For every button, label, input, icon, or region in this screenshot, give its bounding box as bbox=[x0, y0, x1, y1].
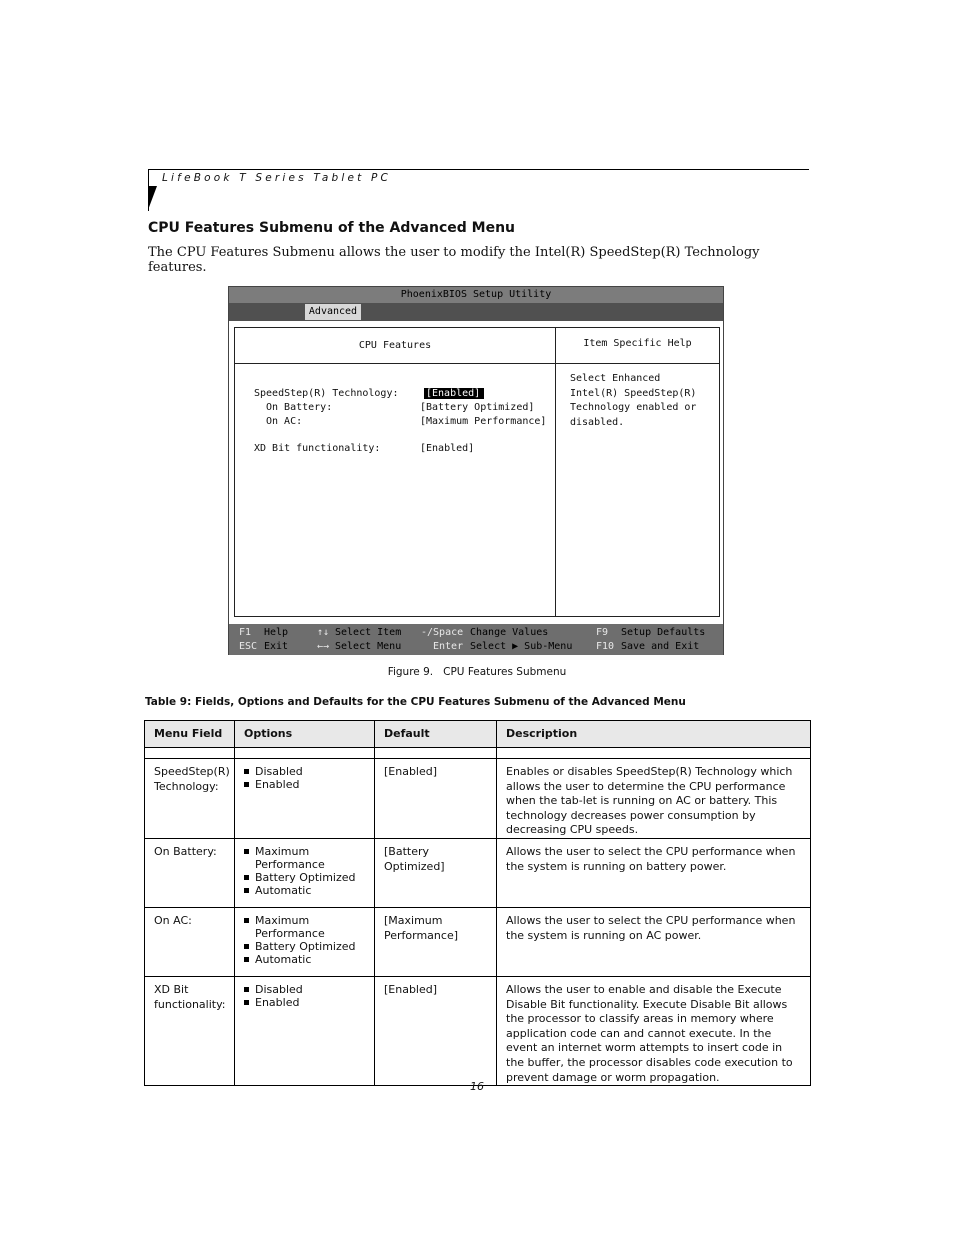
table-header-row bbox=[145, 721, 811, 748]
key-space-label: Change Values bbox=[470, 627, 549, 638]
page-number: 16 bbox=[470, 1080, 484, 1093]
bios-screenshot bbox=[228, 286, 724, 655]
bios-title-bar: PhoenixBIOS Setup Utility bbox=[229, 287, 723, 303]
bios-field-value-on-battery[interactable]: [Battery Optimized] bbox=[420, 402, 535, 413]
bios-field-label-xd-bit: XD Bit functionality: bbox=[254, 443, 381, 454]
option-item: Maximum Performance bbox=[244, 914, 335, 940]
cell-options bbox=[235, 976, 375, 1085]
option-item: Automatic bbox=[244, 884, 365, 897]
bios-field-value-speedstep[interactable]: [Enabled] bbox=[424, 388, 484, 399]
key-f9-label: Setup Defaults bbox=[621, 627, 706, 638]
option-item: Maximum Performance bbox=[244, 845, 335, 871]
key-esc: ESC bbox=[239, 641, 258, 652]
key-f1: F1 bbox=[239, 627, 252, 638]
table-row bbox=[145, 759, 811, 839]
cell-default: [Enabled] bbox=[375, 759, 497, 839]
bios-field-label-speedstep: SpeedStep(R) Technology: bbox=[254, 388, 399, 399]
bios-help-text: Select Enhanced Intel(R) SpeedStep(R) Technology enabled or disabled. bbox=[570, 373, 697, 428]
bios-field-value-xd-bit[interactable]: [Enabled] bbox=[420, 443, 475, 454]
cell-options bbox=[235, 759, 375, 839]
key-leftright-arrows: ←→ bbox=[317, 641, 330, 652]
cell-field: SpeedStep(R) Technology: bbox=[145, 759, 235, 839]
bios-main-heading: CPU Features bbox=[235, 328, 555, 364]
cell-description: Allows the user to enable and disable the Execute Disable Bit functionality. Execute Disable Bit allows the processor to classify areas in memory where application code can and cannot execute. In the event an internet worm attempts to insert code in the buffer, the processor disables code execution to prevent damage or worm propagation. bbox=[497, 976, 811, 1085]
key-f10-label: Save and Exit bbox=[621, 641, 700, 652]
option-item: Enabled bbox=[244, 778, 365, 791]
bios-menu-bar bbox=[229, 303, 723, 321]
cell-field: XD Bit functionality: bbox=[145, 976, 235, 1085]
figure-caption: Figure 9. CPU Features Submenu bbox=[387, 666, 567, 678]
cell-default: [Enabled] bbox=[375, 976, 497, 1085]
bios-field-label-on-battery: On Battery: bbox=[266, 402, 333, 413]
header-rule bbox=[148, 169, 809, 170]
key-updown-arrows: ↑↓ bbox=[317, 627, 330, 638]
key-updown-label: Select Item bbox=[335, 627, 402, 638]
key-esc-label: Exit bbox=[264, 641, 289, 652]
bios-field-label-on-ac: On AC: bbox=[266, 416, 303, 427]
cell-description: Enables or disables SpeedStep(R) Technology which allows the user to determine the CPU performance when the tab-let is running on AC or battery. This technology decreases power consumption by decreasing CPU speeds. bbox=[497, 759, 811, 839]
bios-help-panel bbox=[555, 327, 720, 617]
key-f10: F10 bbox=[596, 641, 615, 652]
table-row bbox=[145, 976, 811, 1085]
cell-description: Allows the user to select the CPU performance when the system is running on AC power. bbox=[497, 907, 811, 976]
table-caption: Table 9: Fields, Options and Defaults for the CPU Features Submenu of the Advanced Menu bbox=[145, 696, 686, 708]
bios-tab-advanced[interactable]: Advanced bbox=[305, 304, 361, 320]
option-item: Disabled bbox=[244, 765, 365, 778]
intro-paragraph: The CPU Features Submenu allows the user to modify the Intel(R) SpeedStep(R) Technology features. bbox=[148, 245, 760, 275]
header-default: Default bbox=[375, 721, 497, 748]
bios-help-heading: Item Specific Help bbox=[556, 328, 719, 364]
key-f1-label: Help bbox=[264, 627, 289, 638]
header-options: Options bbox=[235, 721, 375, 748]
header-menu-field: Menu Field bbox=[145, 721, 235, 748]
option-item: Enabled bbox=[244, 996, 365, 1009]
bios-main-panel bbox=[234, 327, 556, 617]
key-leftright-label: Select Menu bbox=[335, 641, 402, 652]
table-row bbox=[145, 907, 811, 976]
section-title: CPU Features Submenu of the Advanced Menu bbox=[148, 220, 516, 236]
key-space: -/Space bbox=[421, 627, 464, 638]
key-f9: F9 bbox=[596, 627, 609, 638]
bios-footer-keys bbox=[229, 624, 723, 655]
cell-options bbox=[235, 838, 375, 907]
header-description: Description bbox=[497, 721, 811, 748]
options-table bbox=[144, 720, 811, 1086]
key-enter-label: Select ▶ Sub-Menu bbox=[470, 641, 573, 652]
option-item: Battery Optimized bbox=[244, 871, 365, 884]
cell-description: Allows the user to select the CPU performance when the system is running on battery power. bbox=[497, 838, 811, 907]
cell-field: On AC: bbox=[145, 907, 235, 976]
cell-default: [Maximum Performance] bbox=[375, 907, 497, 976]
option-item: Battery Optimized bbox=[244, 940, 365, 953]
cell-default: [Battery Optimized] bbox=[375, 838, 497, 907]
option-item: Automatic bbox=[244, 953, 365, 966]
cell-options bbox=[235, 907, 375, 976]
bios-field-value-on-ac[interactable]: [Maximum Performance] bbox=[420, 416, 547, 427]
table-spacer-row bbox=[145, 748, 811, 759]
table-row bbox=[145, 838, 811, 907]
running-head: LifeBook T Series Tablet PC bbox=[162, 172, 392, 184]
key-enter: Enter bbox=[433, 641, 464, 652]
header-corner-mark bbox=[148, 186, 157, 210]
option-item: Disabled bbox=[244, 983, 365, 996]
cell-field: On Battery: bbox=[145, 838, 235, 907]
